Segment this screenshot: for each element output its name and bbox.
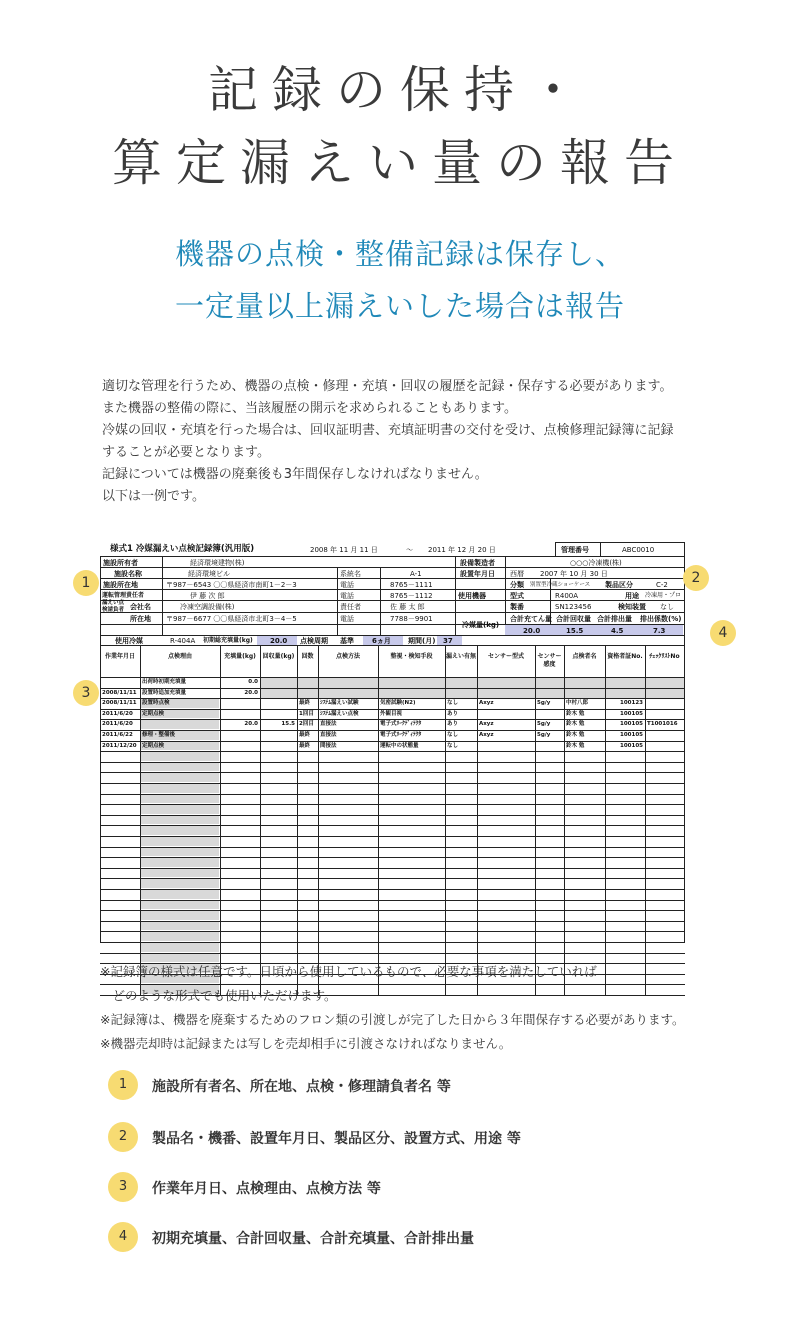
table-line: [100, 836, 685, 837]
table-cell: なし: [447, 742, 459, 749]
standard-label: 基準: [340, 637, 354, 645]
intro-line: 記録については機器の廃棄後も3年間保存しなければなりません。: [102, 467, 488, 482]
table-header-cell: 点検者名: [572, 653, 597, 660]
legend-text: 作業年月日、点検理由、点検方法 等: [152, 1181, 381, 1197]
table-vline: [297, 645, 298, 995]
table-cell: 最終: [299, 732, 311, 738]
intro-line: また機器の整備の際に、当該履歴の開示を求められることもあります。: [102, 401, 517, 416]
addr2-label: 所在地: [130, 615, 151, 623]
total-recover-label: 合計回収量: [556, 615, 591, 623]
discharge-coef-label: 排出係数(%): [640, 615, 682, 623]
table-cell: 電子式ﾘｰｸﾃﾞｨﾃｸﾀ: [380, 721, 422, 728]
table-cell: 鈴木 勉: [566, 732, 585, 738]
shaded-cell: [141, 901, 219, 910]
detector-label: 検知装置: [618, 603, 646, 611]
facility-label: 施設名称: [114, 570, 142, 578]
table-line: [100, 677, 685, 678]
table-cell: 5g/y: [537, 721, 551, 728]
address-label: 施設所在地: [103, 581, 138, 589]
resp-value: 佐 藤 太 郎: [390, 603, 425, 611]
tel-label-3: 電話: [340, 615, 354, 623]
mgmt-no-label: 管理番号: [561, 546, 589, 554]
table-cell: 100105: [620, 732, 643, 738]
owner-value: 経済環境建物(株): [190, 559, 245, 567]
shaded-cell: [141, 879, 219, 888]
table-cell: 直接法: [320, 732, 337, 738]
table-cell: あり: [447, 710, 459, 717]
product-cat-value: C-2: [656, 581, 668, 589]
table-cell: 5g/y: [537, 732, 551, 738]
serial-label: 製番: [510, 603, 524, 611]
table-vline: [477, 645, 478, 995]
table-cell: なし: [447, 700, 459, 707]
table-cell: 100123: [620, 700, 643, 707]
table-line: [100, 868, 685, 869]
mgmt-no: ABC0010: [622, 546, 655, 554]
table-cell: 5g/y: [537, 700, 551, 707]
total-discharge-value: 4.5: [611, 627, 624, 635]
note-line: ※記録簿は、機器を廃棄するためのフロン類の引渡しが完了した日から３年間保存する必要があります。: [100, 1012, 685, 1027]
legend-number: 1: [108, 1070, 138, 1100]
maker-value: ○○○冷凍機(株): [570, 559, 622, 567]
table-cell: 外観目視: [380, 710, 403, 717]
install-date: 2007 年 10 月 30 日: [540, 570, 608, 578]
table-cell: 20.0: [244, 721, 258, 728]
table-cell: 2011/6/20: [102, 721, 133, 728]
table-cell: 2011/6/22: [102, 732, 133, 738]
table-header-cell: 充填量(kg): [224, 653, 256, 660]
shaded-cell: [141, 890, 219, 899]
table-cell: 2008/11/11: [102, 700, 137, 707]
shaded-cell: [141, 826, 219, 835]
maker-label: 設備製造者: [460, 559, 495, 567]
table-vline: [260, 645, 261, 995]
form-title: 様式1 冷媒漏えい点検記録簿(汎用版): [110, 544, 255, 554]
page-title-line2: 算定漏えい量の報告: [112, 134, 688, 192]
table-line: [100, 762, 685, 763]
table-header-cell: 回数: [301, 653, 314, 660]
marker-4: 4: [710, 620, 736, 646]
shaded-cell: [141, 932, 219, 941]
table-cell: あり: [447, 721, 459, 728]
table-cell: なし: [447, 732, 459, 738]
shaded-cell: [141, 911, 219, 920]
table-vline: [605, 645, 606, 995]
period-sep: ～: [406, 546, 413, 554]
table-cell: 100105: [620, 721, 643, 728]
period-end: 2011 年 12 月 20 日: [428, 546, 496, 554]
class-label: 分類: [510, 581, 524, 589]
install-era: 西暦: [510, 570, 524, 578]
shaded-cell: [141, 773, 219, 782]
class-value: 別置型冷蔵ショーケース: [530, 582, 591, 588]
serial-value: SN123456: [555, 603, 592, 611]
table-cell: 1回目: [299, 710, 314, 717]
table-vline: [564, 645, 565, 995]
product-cat-label: 製品区分: [605, 581, 633, 589]
leak-label: 漏えい点検請負者: [102, 600, 125, 613]
intro-line: 以下は一例です。: [102, 489, 205, 504]
marker-3: 3: [73, 680, 99, 706]
table-line: [100, 804, 685, 805]
table-cell: Axyz: [479, 721, 494, 728]
table-cell: ｼｽﾃﾑ漏えい試験: [320, 700, 359, 707]
total-discharge-label: 合計排出量: [597, 615, 632, 623]
legend-number: 3: [108, 1172, 138, 1202]
table-cell: 最終: [299, 742, 311, 749]
shaded-cell: [141, 795, 219, 804]
shaded-cell: [141, 922, 219, 931]
refrig-amount-label: 冷媒量(kg): [462, 621, 500, 629]
table-line: [100, 772, 685, 773]
shaded-cell: [141, 763, 219, 772]
init-fill-label: 初期総充填量(kg): [203, 637, 253, 644]
table-header-cell: 整視・検知手段: [390, 653, 433, 660]
table-header-cell: 資格者証No.: [607, 653, 643, 660]
table-cell: 気密試験(N2): [380, 700, 416, 707]
intro-line: することが必要となります。: [102, 445, 270, 460]
table-cell: 20.0: [244, 689, 258, 696]
tel-value-2: 8765－1112: [390, 592, 433, 600]
legend-text: 初期充填量、合計回収量、合計充填量、合計排出量: [152, 1231, 474, 1247]
shaded-cell: [141, 784, 219, 793]
table-line: [100, 815, 685, 816]
shaded-cell: [141, 858, 219, 867]
table-line: [100, 910, 685, 911]
table-line: [100, 921, 685, 922]
table-header-cell: ﾁｪｯｸﾘｽﾄNo: [649, 653, 680, 660]
table-cell: 2011/12/20: [102, 742, 137, 749]
table-line: [100, 931, 685, 932]
shaded-cell: [141, 720, 219, 729]
model-label: 型式: [510, 592, 524, 600]
table-vline: [445, 645, 446, 995]
table-cell: 中村八郎: [566, 700, 589, 707]
table-cell: Axyz: [479, 732, 494, 738]
refrigerant-label: 使用冷媒: [115, 637, 143, 645]
marker-1: 1: [73, 570, 99, 596]
usage-label: 用途: [625, 592, 639, 600]
table-cell: 100105: [620, 710, 643, 717]
table-header-cell: 回収量(kg): [262, 653, 295, 660]
table-cell: ｼｽﾃﾑ漏えい点検: [320, 710, 359, 717]
table-line: [100, 698, 685, 699]
notes: [100, 960, 740, 1056]
table-line: [100, 794, 685, 795]
detector-value: なし: [660, 603, 674, 611]
table-header-cell: 漏えい有無: [445, 653, 476, 660]
table-cell: 直接法: [320, 721, 337, 728]
note-line: ※記録簿の様式は任意です。日頃から使用しているもので、必要な事項を満たしていれば: [100, 964, 597, 979]
addr2-value: 〒987－6677 〇〇県経済市北町3－4－5: [166, 615, 297, 623]
period-months: 37: [443, 637, 453, 645]
table-vline: [535, 645, 536, 995]
table-line: [100, 709, 685, 710]
table-vline: [140, 645, 141, 995]
company-label: 会社名: [130, 603, 151, 611]
table-vline: [318, 645, 319, 995]
tel-label-2: 電話: [340, 592, 354, 600]
shaded-cell: [141, 805, 219, 814]
table-cell: 出荷時初期充填量: [142, 679, 187, 685]
table-line: [100, 751, 685, 752]
table-line: [100, 889, 685, 890]
model-value: R400A: [555, 592, 579, 600]
table-line: [100, 900, 685, 901]
table-cell: 2011/6/20: [102, 710, 133, 717]
table-line: [100, 688, 685, 689]
manager-value: 伊 藤 次 郎: [190, 592, 225, 600]
table-header-cell: センサー感度: [537, 653, 562, 668]
table-cell: 定期点検: [142, 742, 165, 749]
refrigerant-value: R-404A: [170, 637, 196, 645]
table-line: [100, 783, 685, 784]
system-value: A-1: [410, 570, 422, 578]
legend-number: 2: [108, 1122, 138, 1152]
table-vline: [645, 645, 646, 995]
table-cell: 2008/11/11: [102, 689, 137, 696]
shaded-cell: [141, 848, 219, 857]
subtitle-line1: 機器の点検・整備記録は保存し、: [174, 237, 625, 271]
table-line: [100, 719, 685, 720]
marker-2: 2: [683, 565, 709, 591]
intro-line: 冷媒の回収・充填を行った場合は、回収証明書、充填証明書の交付を受け、点検修理記録簿に記録: [102, 423, 674, 438]
table-cell: 運転中の状態量: [380, 742, 419, 749]
legend-number: 4: [108, 1222, 138, 1252]
table-vline: [220, 645, 221, 995]
table-cell: Axyz: [479, 700, 494, 707]
tel-value-3: 7788－9901: [390, 615, 433, 623]
shaded-cell: [141, 816, 219, 825]
shaded-cell: [141, 837, 219, 846]
company-value: 冷凍空調設備(株): [180, 603, 235, 611]
table-header-cell: 点検理由: [167, 653, 192, 660]
tel-label-1: 電話: [340, 581, 354, 589]
shaded-cell: [141, 943, 219, 952]
table-line: [100, 730, 685, 731]
table-cell: 修理・整備後: [142, 732, 176, 738]
resp-label: 責任者: [340, 603, 361, 611]
discharge-coef-value: 7.3: [653, 627, 666, 635]
legend-text: 施設所有者名、所在地、点検・修理請負者名 等: [152, 1079, 451, 1095]
table-vline: [378, 645, 379, 995]
page-title-line1: 記録の保持・: [208, 61, 592, 119]
facility-value: 経済環境ビル: [188, 570, 230, 578]
table-cell: 鈴木 勉: [566, 742, 585, 749]
system-label: 系統名: [340, 570, 361, 578]
note-line: ※機器売却時は記録または写しを売却相手に引渡さなければなりません。: [100, 1036, 512, 1051]
table-cell: 100105: [620, 742, 643, 749]
init-fill-value: 20.0: [270, 637, 288, 645]
cycle-label: 点検周期: [300, 637, 328, 645]
owner-label: 施設所有者: [103, 559, 138, 567]
total-fill-label: 合計充てん量: [510, 615, 552, 623]
manager-label: 運転管理責任者: [102, 592, 145, 599]
table-line: [100, 847, 685, 848]
table-cell: 間接法: [320, 742, 337, 749]
table-cell: 鈴木 勉: [566, 721, 585, 728]
note-line: どのような形式でも使用いただけます。: [100, 988, 337, 1003]
table-header-cell: センサー型式: [487, 653, 524, 660]
install-label: 設置年月日: [460, 570, 495, 578]
subtitle-line2: 一定量以上漏えいした場合は報告: [174, 289, 625, 323]
table-cell: 0.0: [248, 679, 258, 685]
table-cell: 電子式ﾘｰｸﾃﾞｨﾃｸﾀ: [380, 732, 422, 738]
table-cell: 鈴木 勉: [566, 710, 585, 717]
table-cell: 定期点検: [142, 710, 165, 717]
intro-text: [102, 376, 722, 508]
table-line: [100, 825, 685, 826]
standard-value: 6ヵ月: [372, 637, 391, 645]
legend-text: 製品名・機番、設置年月日、製品区分、設置方式、用途 等: [152, 1131, 521, 1147]
period-label: 期間(月): [408, 637, 436, 645]
shaded-cell: [141, 869, 219, 878]
table-cell: 2回目: [299, 721, 314, 728]
table-cell: 設置時点検: [142, 700, 170, 707]
table-cell: 最終: [299, 700, 311, 707]
table-cell: 15.5: [281, 721, 295, 728]
table-line: [100, 942, 685, 943]
total-recover-value: 15.5: [566, 627, 584, 635]
usage-value: 冷凍用・プロ: [645, 592, 682, 599]
table-cell: T1001016: [647, 721, 678, 728]
table-line: [100, 741, 685, 742]
shaded-cell: [141, 752, 219, 761]
table-header-cell: 作業年月日: [104, 653, 135, 660]
intro-line: 適切な管理を行うため、機器の点検・修理・充填・回収の履歴を記録・保存する必要があります。: [102, 379, 673, 394]
address-value: 〒987－6543 〇〇県経済市南町1－2－3: [166, 581, 297, 589]
table-line: [100, 857, 685, 858]
table-cell: 設置時追加充填量: [142, 689, 187, 696]
total-fill-value: 20.0: [523, 627, 541, 635]
device-label: 使用機器: [458, 592, 486, 600]
table-line: [100, 953, 685, 954]
period-start: 2008 年 11 月 11 日: [310, 546, 378, 554]
table-line: [100, 878, 685, 879]
table-header-cell: 点検方法: [335, 653, 360, 660]
tel-value-1: 8765－1111: [390, 581, 433, 589]
